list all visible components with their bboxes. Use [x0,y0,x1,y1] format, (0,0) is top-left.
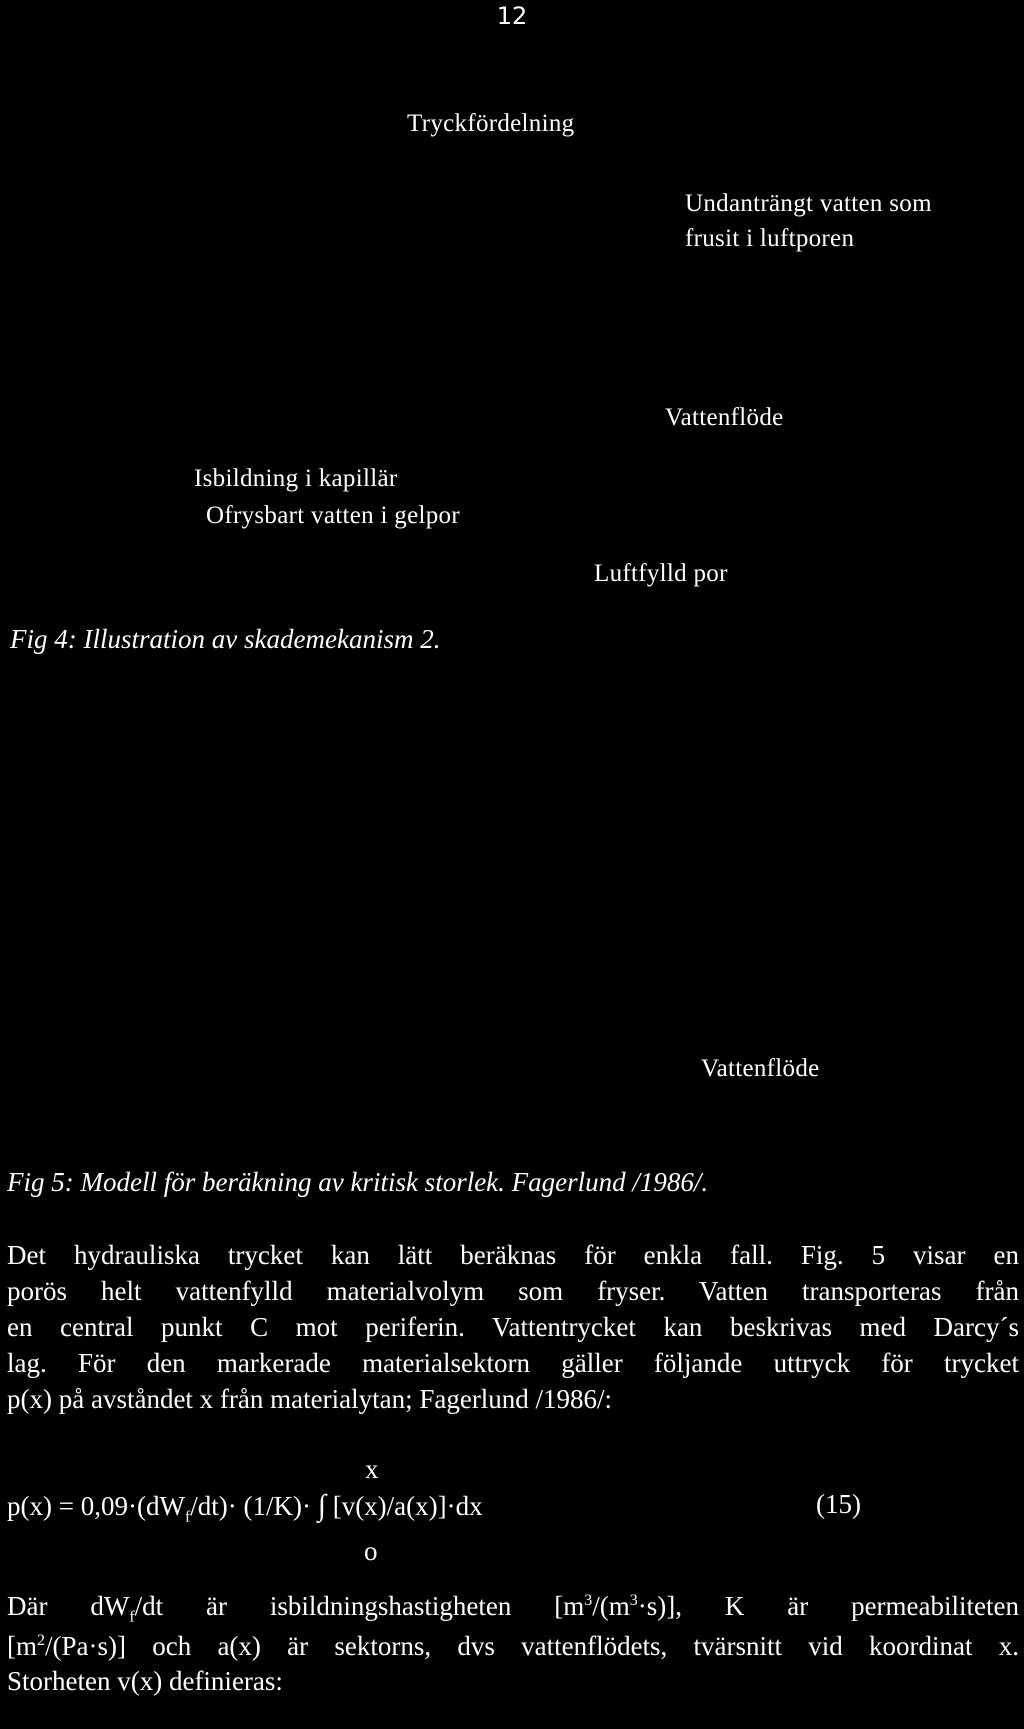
paragraph-line [7,1585,1019,1628]
text-run: /(m [592,1591,630,1621]
paragraph-line: en central punkt C mot periferin. Vattentrycket kan beskrivas med Darcy´s [7,1312,1019,1342]
figure-5-caption-text: Modell för beräkning av kritisk storlek. Fagerlund /1986/. [80,1167,709,1197]
label-unfreezable-water: Ofrysbart vatten i gelpor [206,502,460,529]
label-displaced-water-2: frusit i luftporen [685,225,855,252]
superscript: 3 [584,1592,593,1609]
label-ice-formation: Isbildning i kapillär [194,465,398,492]
equation-number: (15) [816,1489,861,1519]
text-run: /(Pa·s)] och a(x) är sektorns, dvs vattenflödets, tvärsnitt vid koordinat x. [45,1631,1019,1661]
label-air-filled-pore: Luftfylld por [594,560,728,587]
figure-5-caption [7,1167,708,1198]
paragraph-line: porös helt vattenfylld materialvolym som fryser. Vatten transporteras från [7,1276,1019,1306]
body-paragraph-1 [7,1237,1019,1417]
label-pressure-distribution: Tryckfördelning [407,110,575,137]
subscript: f [129,1608,135,1626]
label-water-flow-fig4: Vattenflöde [665,404,784,431]
equation-sub: f [184,1508,191,1526]
equation-mid: /dt)· (1/K)· [190,1491,311,1521]
paragraph-line: Det hydrauliska trycket kan lätt beräknas för enkla fall. Fig. 5 visar en [7,1240,1019,1270]
figure-4-caption [10,624,440,655]
page-number: 12 [496,2,528,30]
paragraph-line: p(x) på avståndet x från materialytan; Fagerlund /1986/: [7,1384,613,1414]
equation-lhs: p(x) = 0,09·(dW [7,1491,185,1521]
equation-lower-limit: o [364,1536,378,1566]
paragraph-line [7,1628,1019,1664]
superscript: 3 [629,1592,638,1609]
paragraph-line: Storheten v(x) definieras: [7,1666,283,1696]
body-paragraph-2 [7,1585,1019,1698]
paragraph-line: lag. För den markerade materialsektorn gäller följande uttryck för trycket [7,1348,1019,1378]
text-run: Där dW [7,1591,130,1621]
label-displaced-water-1: Undanträngt vatten som [685,190,932,217]
figure-5-caption-label: Fig 5: [7,1167,74,1197]
text-run: ·s)], K är permeabiliteten [637,1591,1019,1621]
equation-upper-limit: x [365,1454,379,1484]
superscript: 2 [37,1632,45,1649]
integral-sign: ∫ [317,1489,326,1522]
figure-4-caption-text: Illustration av skademekanism 2. [83,624,441,654]
text-run: /dt är isbildningshastigheten [m [134,1591,585,1621]
figure-4-caption-label: Fig 4: [10,624,77,654]
equation-body [7,1489,483,1526]
equation-integrand: [v(x)/a(x)]·dx [332,1491,483,1521]
label-water-flow-fig5: Vattenflöde [701,1055,820,1082]
text-run: [m [7,1631,37,1661]
